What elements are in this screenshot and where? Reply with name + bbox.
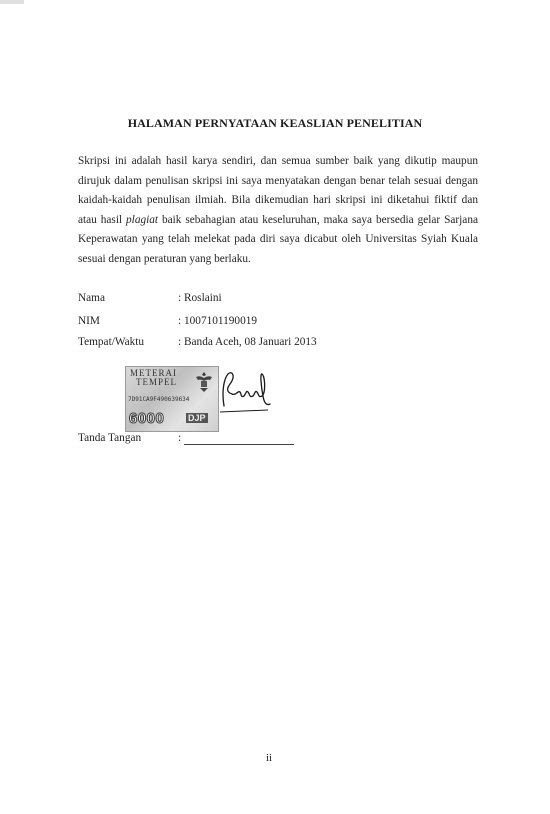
- stamp-title: [130, 369, 177, 387]
- scan-artifact: [0, 0, 24, 4]
- field-row-tempat-waktu: [78, 334, 378, 350]
- field-label: Tempat/Waktu: [78, 336, 145, 348]
- page-number: ii: [265, 752, 273, 764]
- signature-line: [184, 444, 294, 445]
- statement-text-2: baik sebahagian atau keseluruhan, maka saya bersedia gelar Sarjana Keperawatan yang telah melekat pada diri saya dicabut oleh Universitas Syiah Kuala sesuai dengan peraturan yang berlaku.: [78, 213, 478, 265]
- stamp-code: DJP: [188, 413, 206, 423]
- field-label: NIM: [78, 315, 100, 327]
- field-separator: :: [178, 292, 182, 304]
- field-row-nama: [78, 290, 378, 306]
- stamp-serial: 7D91CA9F490639634: [128, 396, 190, 403]
- statement-paragraph: [78, 152, 478, 270]
- meterai-stamp: [125, 366, 219, 432]
- stamp-title-line2: TEMPEL: [136, 377, 177, 387]
- stamp-title-line1: METERAI: [130, 368, 177, 378]
- statement-text-1: Skripsi ini adalah hasil karya sendiri, dan semua sumber baik yang dikutip maupun dirujuk dalam penulisan skripsi ini saya menyatakan dengan benar telah sesuai dengan kaidah-kaidah penulisan ilmiah. Bila dikemudian hari skripsi ini diketahui fiktif dan atau hasil: [78, 155, 478, 226]
- signature-label: Tanda Tangan: [78, 432, 142, 444]
- field-value: Roslaini: [184, 292, 222, 304]
- field-row-nim: [78, 313, 378, 329]
- signature-separator: :: [178, 432, 182, 444]
- stamp-value: 6000: [129, 410, 165, 427]
- garuda-emblem-icon: [194, 371, 214, 398]
- field-label: Nama: [78, 292, 105, 304]
- field-value: Banda Aceh, 08 Januari 2013: [184, 336, 317, 348]
- field-value: 1007101190019: [184, 315, 258, 327]
- statement-italic-word: plagiat: [126, 213, 159, 226]
- handwritten-signature: [218, 366, 278, 423]
- signature-row: [78, 430, 378, 446]
- document-title: HALAMAN PERNYATAAN KEASLIAN PENELITIAN: [127, 116, 423, 130]
- field-separator: :: [178, 336, 182, 348]
- field-separator: :: [178, 315, 182, 327]
